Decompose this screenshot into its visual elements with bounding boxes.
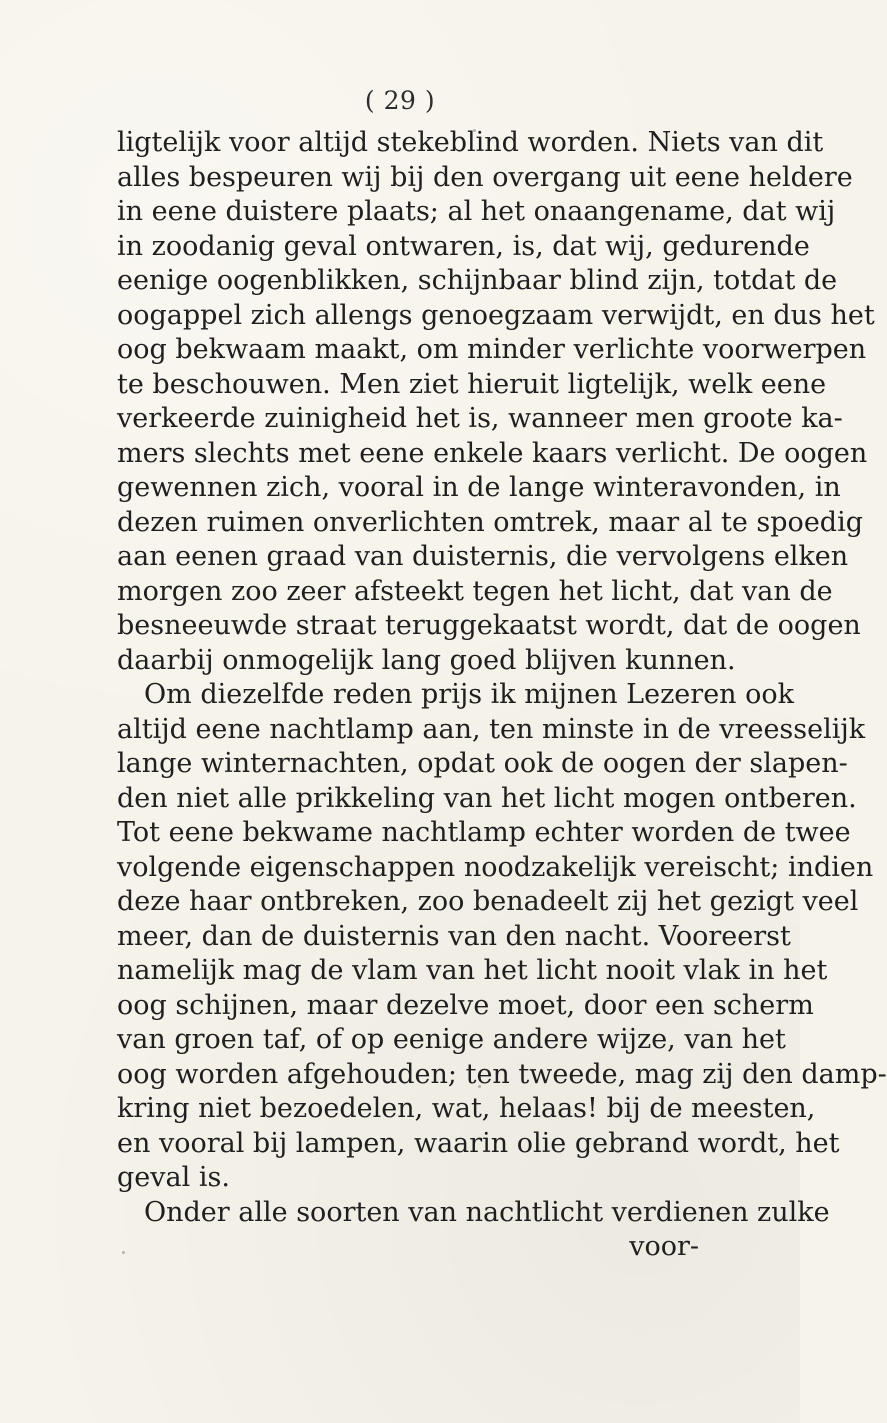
- text-line: in eene duistere plaats; al het onaangename, dat wij: [117, 196, 836, 227]
- page-header: ( 29 ): [364, 86, 436, 115]
- text-line: deze haar ontbreken, zoo benadeelt zij het gezigt veel: [117, 886, 859, 917]
- text-line: gewennen zich, vooral in de lange winteravonden, in: [117, 472, 841, 503]
- text-line: te beschouwen. Men ziet hieruit ligtelijk, welk eene: [117, 368, 827, 400]
- text-line: geval is.: [117, 1162, 230, 1193]
- text-line: alles bespeuren wij bij den overgang uit eene heldere: [117, 161, 853, 193]
- body-text: [117, 126, 887, 1265]
- text-line: meer, dan de duisternis van den nacht. Vooreerst: [117, 920, 791, 952]
- text-line: Onder alle soorten van nachtlicht verdienen zulke: [144, 1196, 830, 1228]
- text-line: aan eenen graad van duisternis, die vervolgens elken: [117, 541, 849, 572]
- text-line: morgen zoo zeer afsteekt tegen het licht, dat van de: [117, 575, 833, 607]
- paper-speck: [478, 1085, 481, 1088]
- text-line: volgende eigenschappen noodzakelijk vereischt; indien: [117, 851, 874, 883]
- text-line: besneeuwde straat teruggekaatst wordt, dat de oogen: [117, 610, 861, 641]
- text-line: verkeerde zuinigheid het is, wanneer men groote ka-: [117, 403, 843, 434]
- text-line: lange winternachten, opdat ook de oogen der slapen-: [117, 748, 848, 779]
- text-line: mers slechts met eene enkele kaars verlicht. De oogen: [117, 437, 868, 469]
- text-line: oogappel zich allengs genoegzaam verwijdt, en dus het: [117, 299, 875, 331]
- text-line: in zoodanig geval ontwaren, is, dat wij, gedurende: [117, 230, 810, 262]
- paper-speck: [473, 129, 476, 132]
- text-line: eenige oogenblikken, schijnbaar blind zijn, totdat de: [117, 265, 838, 296]
- text-line: den niet alle prikkeling van het licht mogen ontberen.: [117, 782, 857, 814]
- text-line: Om diezelfde reden prijs ik mijnen Lezeren ook: [144, 679, 795, 710]
- text-line: altijd eene nachtlamp aan, ten minste in de vreesselijk: [117, 713, 866, 745]
- text-line: oog worden afgehouden; ten tweede, mag zij den damp-: [117, 1058, 887, 1090]
- text-line: kring niet bezoedelen, wat, helaas! bij de meesten,: [117, 1093, 816, 1124]
- catchword: voor-: [629, 1231, 699, 1262]
- text-line: oog schijnen, maar dezelve moet, door een scherm: [117, 989, 814, 1021]
- text-line: oog bekwaam maakt, om minder verlichte voorwerpen: [117, 334, 867, 365]
- text-line: namelijk mag de vlam van het licht nooit vlak in het: [117, 955, 828, 986]
- text-line: daarbij onmogelijk lang goed blijven kunnen.: [117, 644, 736, 676]
- paper-speck: [122, 1251, 125, 1254]
- text-line: en vooral bij lampen, waarin olie gebrand wordt, het: [117, 1127, 840, 1159]
- text-line: ligtelijk voor altijd stekeblind worden. Niets van dit: [117, 127, 824, 158]
- text-line: van groen taf, of op eenige andere wijze, van het: [117, 1024, 786, 1055]
- text-line: dezen ruimen onverlichten omtrek, maar al te spoedig: [117, 506, 863, 538]
- text-line: Tot eene bekwame nachtlamp echter worden de twee: [117, 817, 851, 848]
